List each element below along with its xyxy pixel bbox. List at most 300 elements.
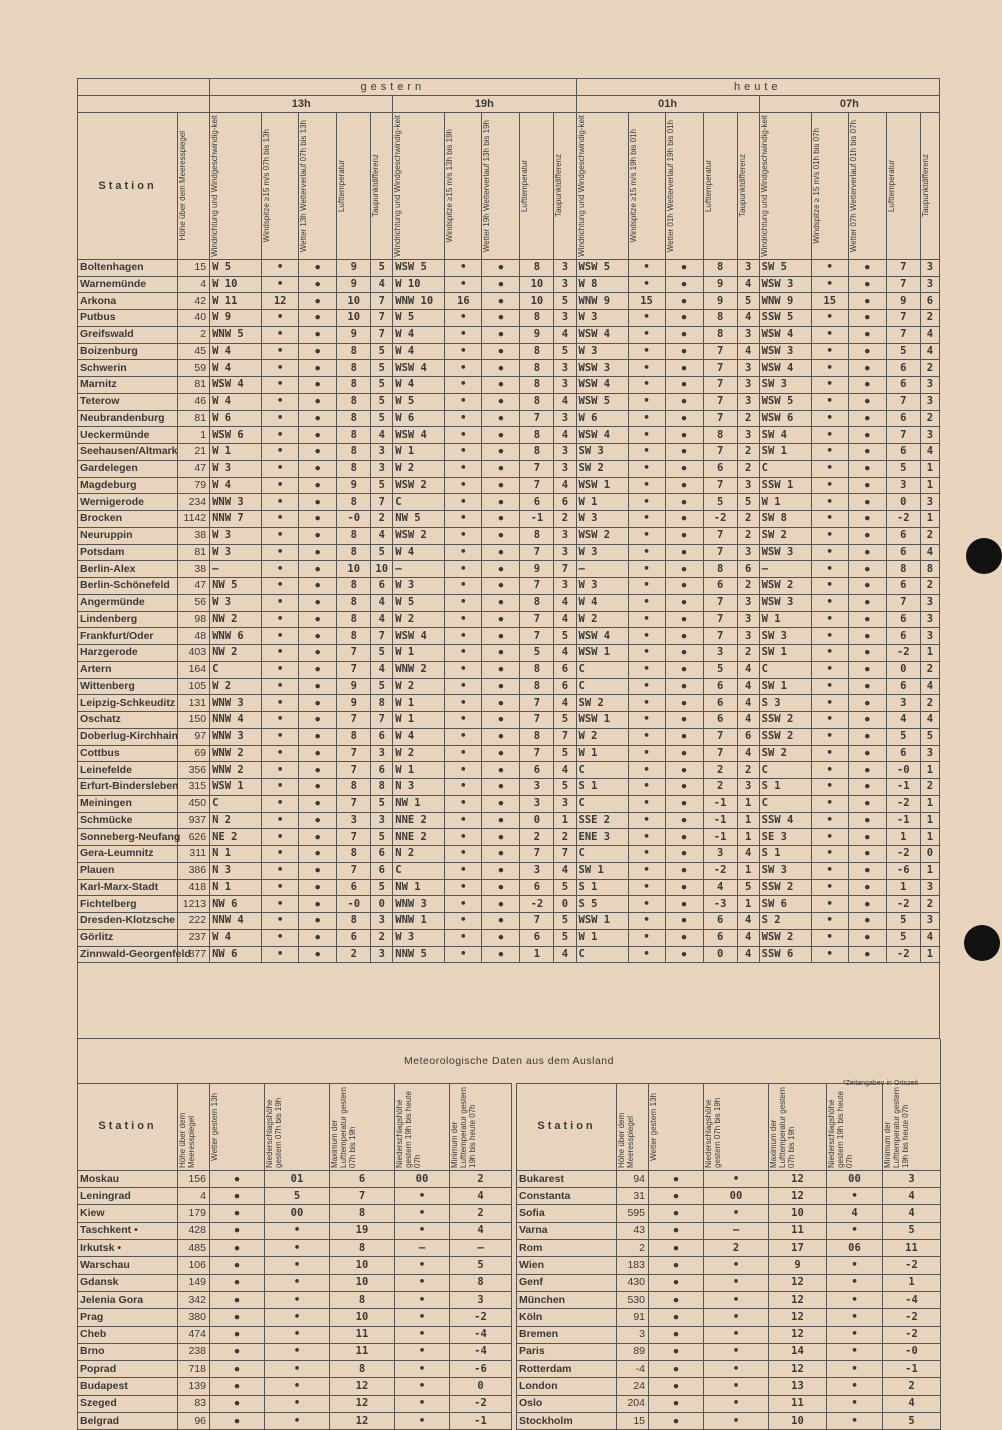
weather-symbol-19: ● [482,712,520,729]
station-name: Seehausen/Altmark [78,444,178,461]
temperature-07: 6 [886,527,920,544]
weather-symbol-13: ● [299,511,337,528]
foreign-min-temp: 5 [883,1222,941,1239]
gust-13: • [262,527,299,544]
dewpoint-diff-07: 2 [920,695,939,712]
dewpoint-diff-13: 6 [371,762,393,779]
wind-01: S 5 [576,896,628,913]
gust-01: • [628,511,665,528]
wind-07: C [759,795,811,812]
weather-symbol-19: ● [482,762,520,779]
foreign-min-header-right: Minimum der Lufttemperatur gestern 19h bis heute 07h [883,1086,910,1168]
weather-symbol-13: ● [299,377,337,394]
foreign-altitude: 474 [178,1326,210,1343]
station-name: Harzgerode [78,645,178,662]
temperature-01: 7 [703,410,737,427]
foreign-max-temp: 14 [769,1343,827,1360]
table-row [78,360,940,377]
gust-07: • [811,946,848,963]
temperature-07: -1 [886,779,920,796]
foreign-row [78,1309,941,1326]
foreign-max-temp: 12 [769,1326,827,1343]
wind-13: W 5 [210,259,262,276]
foreign-station-name: Rotterdam [517,1361,617,1378]
dewpoint-diff-19: 3 [554,276,576,293]
table-row [78,812,940,829]
wind-19: W 2 [393,678,445,695]
weather-symbol-13: ● [299,310,337,327]
wind-19: W 4 [393,343,445,360]
gust-13: • [262,779,299,796]
dewpoint-diff-19: 5 [554,628,576,645]
dewpoint-diff-19: 2 [554,829,576,846]
column-label: Lufttemperatur [886,159,896,212]
dewpoint-diff-07: 3 [920,745,939,762]
dewpoint-diff-19: 4 [554,946,576,963]
gust-19: • [445,410,482,427]
foreign-station-name: London [517,1378,617,1395]
weather-symbol-13: ● [299,929,337,946]
foreign-station-name: Stockholm [517,1413,617,1430]
gust-13: • [262,829,299,846]
weather-symbol-13: ● [299,913,337,930]
temperature-19: 7 [520,712,554,729]
weather-symbol-13: ● [299,862,337,879]
temperature-07: 3 [886,695,920,712]
weather-symbol-07: ● [848,678,886,695]
temperature-19: 8 [520,728,554,745]
weather-symbol-13: ● [299,276,337,293]
weather-symbol-01: ● [665,929,703,946]
temperature-01: 6 [703,913,737,930]
foreign-row [78,1343,941,1360]
foreign-min-temp: 11 [883,1240,941,1257]
dewpoint-diff-13: 3 [371,946,393,963]
gust-01: • [628,460,665,477]
foreign-station-name: Constanta [517,1188,617,1205]
foreign-precip2: • [827,1257,883,1274]
foreign-precip1: 01 [265,1170,330,1187]
dewpoint-diff-13: 8 [371,779,393,796]
wind-13: NW 5 [210,578,262,595]
gust-01: • [628,762,665,779]
dewpoint-diff-13: 7 [371,494,393,511]
foreign-precip2: 00 [395,1170,450,1187]
weather-symbol-13: ● [299,561,337,578]
foreign-weather-symbol: ● [649,1222,704,1239]
temperature-07: 5 [886,343,920,360]
gust-01: • [628,846,665,863]
dewpoint-diff-01: 3 [737,427,759,444]
dewpoint-diff-07: 2 [920,310,939,327]
foreign-precip2: • [827,1309,883,1326]
wind-13: NW 6 [210,896,262,913]
foreign-weather-symbol: ● [210,1170,265,1187]
gust-19: • [445,460,482,477]
gust-19: • [445,879,482,896]
dewpoint-diff-13: 3 [371,460,393,477]
weather-symbol-13: ● [299,393,337,410]
dewpoint-diff-01: 2 [737,511,759,528]
dewpoint-diff-07: 1 [920,645,939,662]
temperature-19: -1 [520,511,554,528]
foreign-max-temp: 10 [330,1309,395,1326]
temperature-07: 3 [886,477,920,494]
gust-01: • [628,343,665,360]
table-row [78,544,940,561]
wind-13: N 3 [210,862,262,879]
gust-19: • [445,913,482,930]
gust-01: • [628,678,665,695]
gust-19: • [445,628,482,645]
foreign-station-name: Cheb [78,1326,178,1343]
temperature-01: 7 [703,527,737,544]
dewpoint-diff-07: 3 [920,494,939,511]
temperature-07: 6 [886,444,920,461]
foreign-precip2: • [827,1413,883,1430]
dewpoint-diff-19: 4 [554,695,576,712]
weather-symbol-01: ● [665,259,703,276]
dewpoint-diff-01: 3 [737,259,759,276]
foreign-precip1: • [704,1361,769,1378]
gust-07: • [811,578,848,595]
weather-symbol-13: ● [299,762,337,779]
wind-19: WSW 5 [393,259,445,276]
gust-13: • [262,410,299,427]
temperature-07: 7 [886,594,920,611]
station-name: Cottbus [78,745,178,762]
temperature-19: 6 [520,494,554,511]
weather-symbol-13: ● [299,829,337,846]
dewpoint-diff-01: 3 [737,544,759,561]
dewpoint-diff-01: 4 [737,276,759,293]
wind-01: S 1 [576,779,628,796]
wind-13: W 9 [210,310,262,327]
weather-symbol-19: ● [482,444,520,461]
wind-13: N 1 [210,846,262,863]
gust-07: • [811,460,848,477]
dewpoint-diff-07: 3 [920,259,939,276]
wind-19: WNW 1 [393,913,445,930]
foreign-station-name: Kiew [78,1205,178,1222]
temperature-13: 8 [337,527,371,544]
dewpoint-diff-07: 2 [920,779,939,796]
temperature-01: 7 [703,544,737,561]
gust-07: • [811,276,848,293]
table-row [78,879,940,896]
weather-symbol-07: ● [848,293,886,310]
temperature-13: 7 [337,645,371,662]
gust-07: • [811,444,848,461]
foreign-precip2: • [827,1222,883,1239]
foreign-station-name: Gdansk [78,1274,178,1291]
dewpoint-diff-19: 6 [554,494,576,511]
foreign-weather-symbol: ● [649,1326,704,1343]
station-name: Erfurt-Bindersleben [78,779,178,796]
gust-13: • [262,427,299,444]
foreign-station-header: Station [78,1083,178,1170]
foreign-altitude: 179 [178,1205,210,1222]
table-row [78,527,940,544]
dewpoint-diff-01: 4 [737,929,759,946]
wind-01: SW 2 [576,460,628,477]
foreign-row [78,1361,941,1378]
foreign-precip1: • [704,1343,769,1360]
foreign-altitude: 380 [178,1309,210,1326]
temperature-19: 7 [520,611,554,628]
station-altitude: 2 [178,326,210,343]
table-row [78,661,940,678]
wind-07: SSW 1 [759,477,811,494]
weather-symbol-07: ● [848,645,886,662]
foreign-precip1: • [265,1240,330,1257]
dewpoint-diff-07: 1 [920,862,939,879]
dewpoint-diff-07: 1 [920,460,939,477]
dewpoint-diff-19: 5 [554,293,576,310]
gust-13: • [262,561,299,578]
dewpoint-diff-19: 5 [554,712,576,729]
weather-symbol-19: ● [482,628,520,645]
gust-13: • [262,678,299,695]
wind-19: W 4 [393,326,445,343]
temperature-13: 8 [337,611,371,628]
gust-19: • [445,829,482,846]
temperature-01: 9 [703,293,737,310]
dewpoint-diff-13: 5 [371,879,393,896]
wind-13: W 3 [210,460,262,477]
foreign-precip2: • [827,1378,883,1395]
weather-symbol-07: ● [848,628,886,645]
foreign-max-temp: 12 [769,1361,827,1378]
temperature-13: 7 [337,762,371,779]
foreign-max-temp: 12 [330,1413,395,1430]
table-row [78,728,940,745]
temperature-07: 6 [886,410,920,427]
gust-19: • [445,561,482,578]
weather-symbol-01: ● [665,561,703,578]
temperature-19: 3 [520,862,554,879]
foreign-row [78,1326,941,1343]
column-label: Windspitze ≥15 m/s 07h bis 13h [262,129,272,243]
foreign-precip2: • [827,1343,883,1360]
gust-07: • [811,862,848,879]
weather-symbol-19: ● [482,879,520,896]
gust-13: • [262,913,299,930]
foreign-station-name: Sofia [517,1205,617,1222]
weather-symbol-07: ● [848,460,886,477]
wind-13: W 11 [210,293,262,310]
wind-19: W 4 [393,377,445,394]
table-row [78,494,940,511]
wind-07: C [759,762,811,779]
weather-symbol-13: ● [299,712,337,729]
table-row [78,578,940,595]
weather-symbol-13: ● [299,795,337,812]
gust-01: • [628,728,665,745]
dewpoint-diff-13: 5 [371,377,393,394]
temperature-01: 7 [703,360,737,377]
weather-symbol-19: ● [482,410,520,427]
wind-13: WNW 6 [210,628,262,645]
station-name: Gardelegen [78,460,178,477]
foreign-station-name: Belgrad [78,1413,178,1430]
gust-19: 16 [445,293,482,310]
temperature-07: 5 [886,929,920,946]
temperature-07: 5 [886,460,920,477]
foreign-weather-symbol: ● [210,1257,265,1274]
foreign-precip1: 00 [265,1205,330,1222]
foreign-precip2-header-right: Niederschlagshöhe gestern 19h bis heute 07h [827,1090,854,1168]
dewpoint-diff-19: 4 [554,477,576,494]
dewpoint-diff-01: 4 [737,846,759,863]
foreign-station-name: Moskau [78,1170,178,1187]
gust-07: • [811,410,848,427]
weather-symbol-19: ● [482,343,520,360]
foreign-weather-symbol: ● [649,1205,704,1222]
foreign-max-temp: 17 [769,1240,827,1257]
dewpoint-diff-07: 1 [920,946,939,963]
temperature-13: 7 [337,661,371,678]
foreign-station-name: Prag [78,1309,178,1326]
foreign-max-temp: 8 [330,1240,395,1257]
foreign-altitude: 183 [617,1257,649,1274]
foreign-station-name: Brno [78,1343,178,1360]
dewpoint-diff-13: 0 [371,896,393,913]
weather-symbol-13: ● [299,661,337,678]
dewpoint-diff-19: 0 [554,896,576,913]
wind-19: W 2 [393,460,445,477]
foreign-station-name: Wien [517,1257,617,1274]
weather-symbol-01: ● [665,611,703,628]
wind-01: SW 1 [576,862,628,879]
table-row [78,259,940,276]
foreign-min-temp: 4 [883,1395,941,1412]
wind-19: W 1 [393,444,445,461]
gust-19: • [445,929,482,946]
punch-hole-bottom [964,925,1000,961]
foreign-station-name: Taschkent • [78,1222,178,1239]
gust-07: • [811,645,848,662]
gust-01: • [628,444,665,461]
temperature-07: -6 [886,862,920,879]
foreign-weather-symbol: ● [649,1170,704,1187]
temperature-07: 6 [886,745,920,762]
temperature-13: -0 [337,896,371,913]
temperature-19: 8 [520,444,554,461]
dewpoint-diff-07: 1 [920,812,939,829]
foreign-min-temp: – [450,1240,512,1257]
foreign-weather-symbol: ● [210,1222,265,1239]
gust-01: • [628,712,665,729]
weather-symbol-01: ● [665,661,703,678]
table-row [78,678,940,695]
weather-symbol-07: ● [848,477,886,494]
dewpoint-diff-19: 3 [554,310,576,327]
dewpoint-diff-07: 3 [920,594,939,611]
foreign-precip2: • [395,1413,450,1430]
weather-symbol-19: ● [482,913,520,930]
gust-19: • [445,544,482,561]
wind-07: WSW 3 [759,343,811,360]
temperature-07: 6 [886,544,920,561]
foreign-precip2: • [395,1309,450,1326]
dewpoint-diff-19: 4 [554,427,576,444]
foreign-weather-symbol: ● [210,1309,265,1326]
wind-13: WNW 2 [210,762,262,779]
dewpoint-diff-07: 3 [920,628,939,645]
foreign-station-name: Oslo [517,1395,617,1412]
wind-07: WSW 2 [759,929,811,946]
gust-01: • [628,812,665,829]
gust-07: • [811,745,848,762]
temperature-01: 8 [703,259,737,276]
temperature-13: 8 [337,578,371,595]
wind-13: WSW 6 [210,427,262,444]
header-heute: heute [576,79,940,96]
foreign-precip1: 00 [704,1188,769,1205]
temperature-13: 7 [337,712,371,729]
foreign-altitude: 595 [617,1205,649,1222]
dewpoint-diff-19: 3 [554,544,576,561]
foreign-altitude-header: Höhe über dem Meeresspiegel [178,1112,196,1168]
gust-01: • [628,946,665,963]
gust-07: • [811,310,848,327]
dewpoint-diff-01: 5 [737,494,759,511]
dewpoint-diff-01: 3 [737,393,759,410]
foreign-min-temp: 3 [450,1291,512,1308]
weather-symbol-01: ● [665,427,703,444]
gust-13: • [262,310,299,327]
weather-sheet [77,78,940,1430]
foreign-max-temp: 10 [330,1257,395,1274]
temperature-19: 2 [520,829,554,846]
header-blank [78,79,210,96]
wind-13: WNW 5 [210,326,262,343]
weather-symbol-13: ● [299,460,337,477]
wind-19: C [393,862,445,879]
dewpoint-diff-07: 5 [920,728,939,745]
temperature-19: 8 [520,393,554,410]
dewpoint-diff-01: 1 [737,896,759,913]
wind-07: WSW 4 [759,326,811,343]
gust-01: • [628,393,665,410]
wind-13: WNW 3 [210,695,262,712]
wind-07: SW 2 [759,527,811,544]
weather-symbol-01: ● [665,946,703,963]
foreign-min-temp: -2 [883,1326,941,1343]
dewpoint-diff-19: 7 [554,846,576,863]
dewpoint-diff-13: 2 [371,929,393,946]
temperature-01: 7 [703,611,737,628]
dewpoint-diff-13: 4 [371,594,393,611]
foreign-altitude: 106 [178,1257,210,1274]
gust-07: • [811,762,848,779]
temperature-19: 5 [520,645,554,662]
foreign-altitude: 91 [617,1309,649,1326]
wind-13: WNW 2 [210,745,262,762]
foreign-precip2: • [395,1222,450,1239]
table-row [78,310,940,327]
foreign-max-temp: 8 [330,1361,395,1378]
station-altitude: 15 [178,259,210,276]
temperature-19: 7 [520,544,554,561]
dewpoint-diff-13: 8 [371,695,393,712]
temperature-07: 4 [886,712,920,729]
wind-01: C [576,946,628,963]
weather-symbol-01: ● [665,779,703,796]
foreign-precip2: • [395,1274,450,1291]
temperature-01: 6 [703,929,737,946]
